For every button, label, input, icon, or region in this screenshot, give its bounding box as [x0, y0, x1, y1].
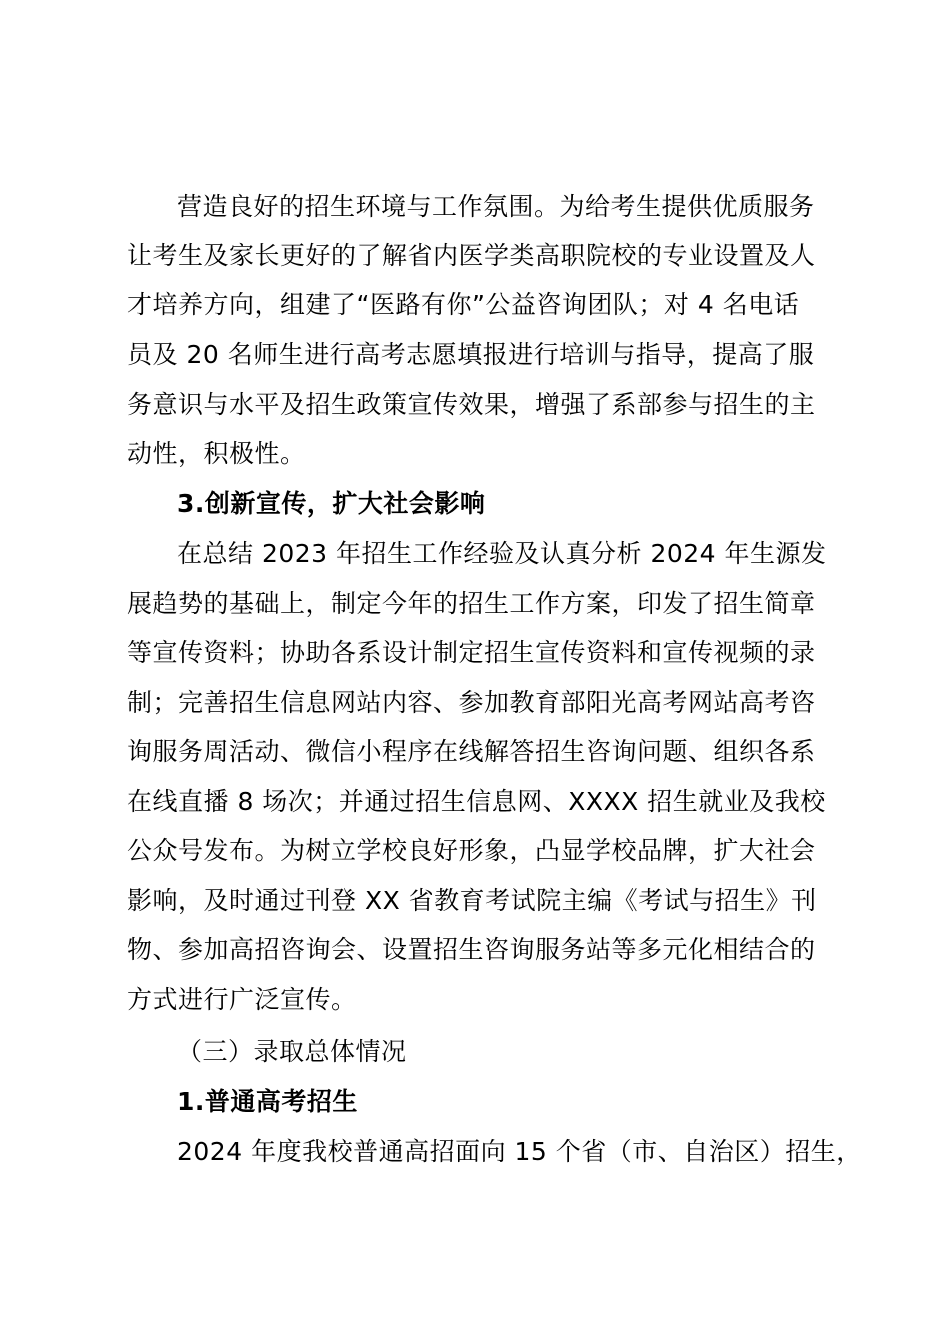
- paragraph-1-line-5: 务意识与水平及招生政策宣传效果，增强了系部参与招生的主: [127, 390, 816, 419]
- paragraph-2-line-6: 在线直播 8 场次；并通过招生信息网、XXXX 招生就业及我校: [127, 787, 826, 816]
- paragraph-2-line-5: 询服务周活动、微信小程序在线解答招生咨询问题、组织各系: [127, 737, 816, 766]
- subheading-general-admission: 1.普通高考招生: [177, 1087, 358, 1116]
- paragraph-2-line-10: 方式进行广泛宣传。: [127, 985, 357, 1014]
- paragraph-2-line-2: 展趋势的基础上，制定今年的招生工作方案，印发了招生简章: [127, 589, 816, 618]
- paragraph-1-line-3: 才培养方向，组建了“医路有你”公益咨询团队；对 4 名电话: [127, 290, 800, 319]
- paragraph-2-line-9: 物、参加高招咨询会、设置招生咨询服务站等多元化相结合的: [127, 935, 816, 964]
- paragraph-2-line-3: 等宣传资料；协助各系设计制定招生宣传资料和宣传视频的录: [127, 638, 816, 667]
- paragraph-2-line-8: 影响，及时通过刊登 XX 省教育考试院主编《考试与招生》刊: [127, 886, 817, 915]
- paragraph-3-line-1: 2024 年度我校普通高招面向 15 个省（市、自治区）招生，: [177, 1137, 862, 1166]
- section-heading-admission: （三）录取总体情况: [177, 1037, 407, 1066]
- subheading-innovate-publicity: 3.创新宣传，扩大社会影响: [177, 489, 486, 518]
- paragraph-1-line-4: 员及 20 名师生进行高考志愿填报进行培训与指导，提高了服: [127, 340, 815, 369]
- paragraph-1-line-2: 让考生及家长更好的了解省内医学类高职院校的专业设置及人: [127, 241, 816, 270]
- paragraph-2-line-4: 制；完善招生信息网站内容、参加教育部阳光高考网站高考咨: [127, 688, 816, 717]
- paragraph-1-line-6: 动性，积极性。: [127, 439, 306, 468]
- paragraph-2-line-1: 在总结 2023 年招生工作经验及认真分析 2024 年生源发: [177, 539, 827, 568]
- paragraph-1-line-1: 营造良好的招生环境与工作氛围。为给考生提供优质服务: [177, 192, 815, 221]
- paragraph-2-line-7: 公众号发布。为树立学校良好形象，凸显学校品牌，扩大社会: [127, 836, 816, 865]
